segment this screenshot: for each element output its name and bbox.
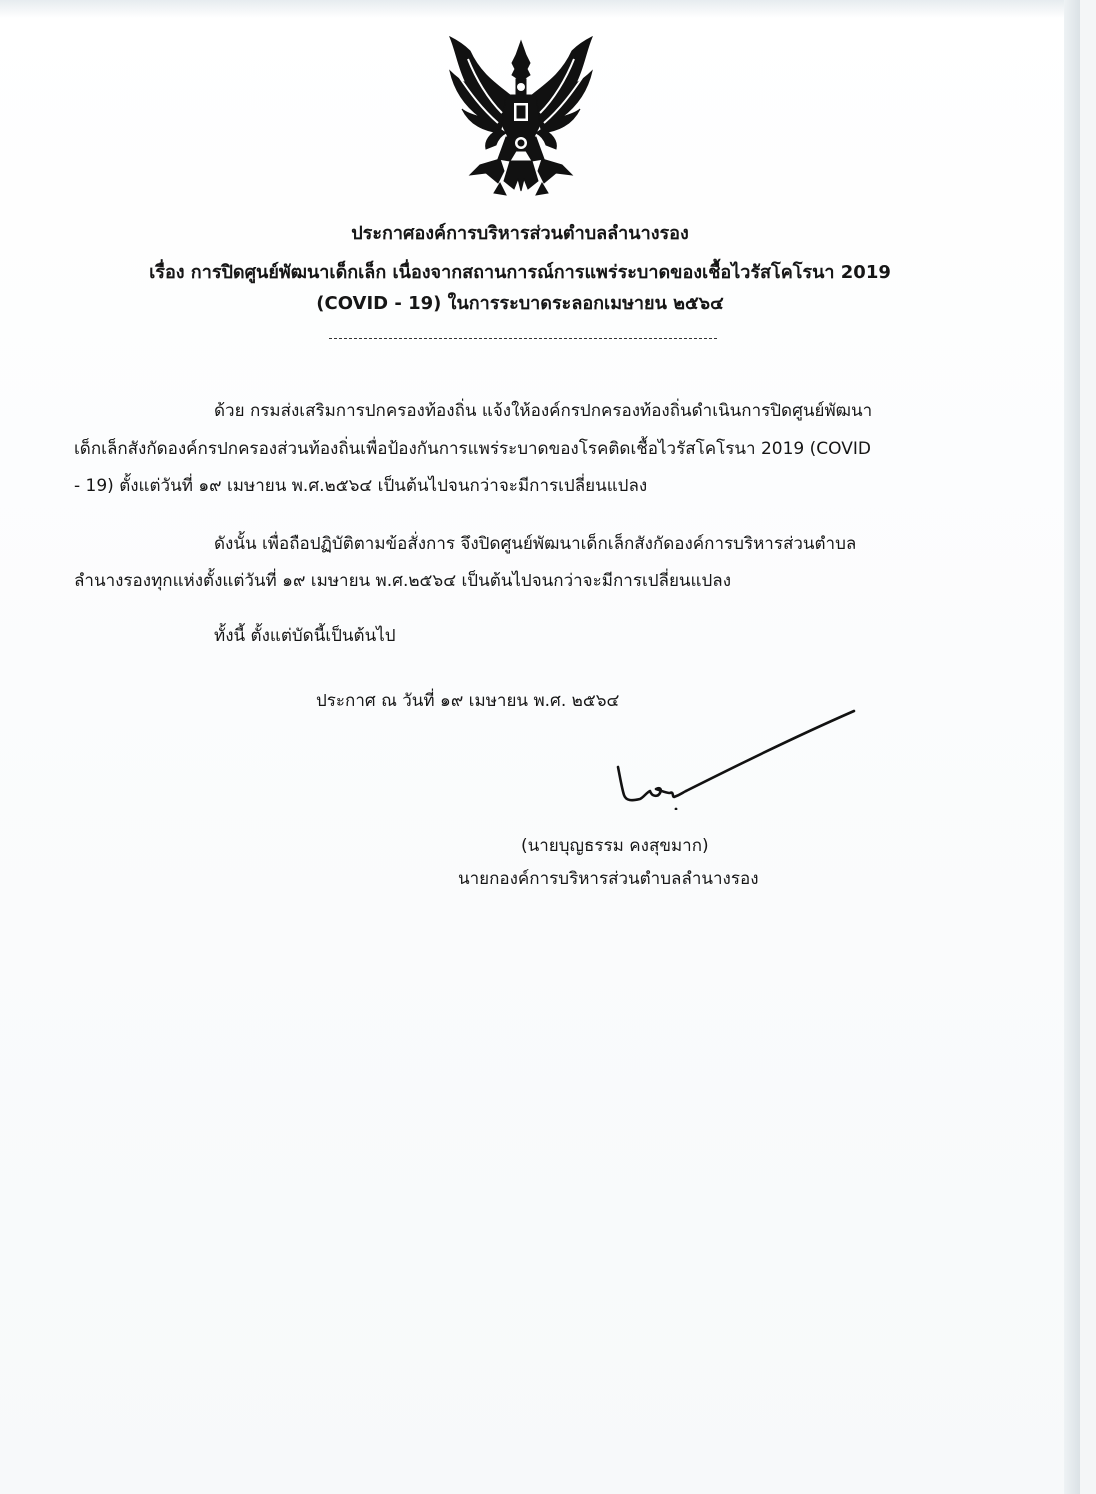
paragraph-3: ทั้งนี้ ตั้งแต่บัดนี้เป็นต้นไป <box>214 626 396 646</box>
paragraph-1-line-2: เด็กเล็กสังกัดองค์กรปกครองส่วนท้องถิ่นเพื่อป้องกันการแพร่ระบาดของโรคติดเชื้อไวรัสโคโรนา 2019 (COVID <box>74 439 871 459</box>
announcement-date: ประกาศ ณ วันที่ ๑๙ เมษายน พ.ศ. ๒๕๖๔ <box>316 691 620 711</box>
garuda-emblem-icon <box>440 33 602 201</box>
paragraph-1-line-3: - 19) ตั้งแต่วันที่ ๑๙ เมษายน พ.ศ.๒๕๖๔ เป็นต้นไปจนกว่าจะมีการเปลี่ยนแปลง <box>74 476 648 496</box>
paragraph-2-line-2: ลำนางรองทุกแห่งตั้งแต่วันที่ ๑๙ เมษายน พ.ศ.๒๕๖๔ เป็นต้นไปจนกว่าจะมีการเปลี่ยนแปลง <box>74 571 732 591</box>
paragraph-2-line-1: ดังนั้น เพื่อถือปฏิบัติตามข้อสั่งการ จึงปิดศูนย์พัฒนาเด็กเล็กสังกัดองค์การบริหารส่วนตำบล <box>214 534 857 554</box>
signer-name: (นายบุญธรรม คงสุขมาก) <box>521 836 709 856</box>
handwritten-signature-icon <box>610 705 860 810</box>
subject-line-2: (COVID - 19) ในการระบาดระลอกเมษายน ๒๕๖๔ <box>316 293 724 314</box>
scan-edge-shadow <box>1064 0 1080 1494</box>
title-divider <box>329 338 717 339</box>
scan-top-shadow <box>0 0 1080 18</box>
announcement-title: ประกาศองค์การบริหารส่วนตำบลลำนางรอง <box>351 223 689 244</box>
subject-line-1: เรื่อง การปิดศูนย์พัฒนาเด็กเล็ก เนื่องจากสถานการณ์การแพร่ระบาดของเชื้อไวรัสโคโรนา 2019 <box>149 262 891 283</box>
signer-position: นายกองค์การบริหารส่วนตำบลลำนางรอง <box>458 869 759 889</box>
paragraph-1-line-1: ด้วย กรมส่งเสริมการปกครองท้องถิ่น แจ้งให้องค์กรปกครองท้องถิ่นดำเนินการปิดศูนย์พัฒนา <box>214 401 873 421</box>
